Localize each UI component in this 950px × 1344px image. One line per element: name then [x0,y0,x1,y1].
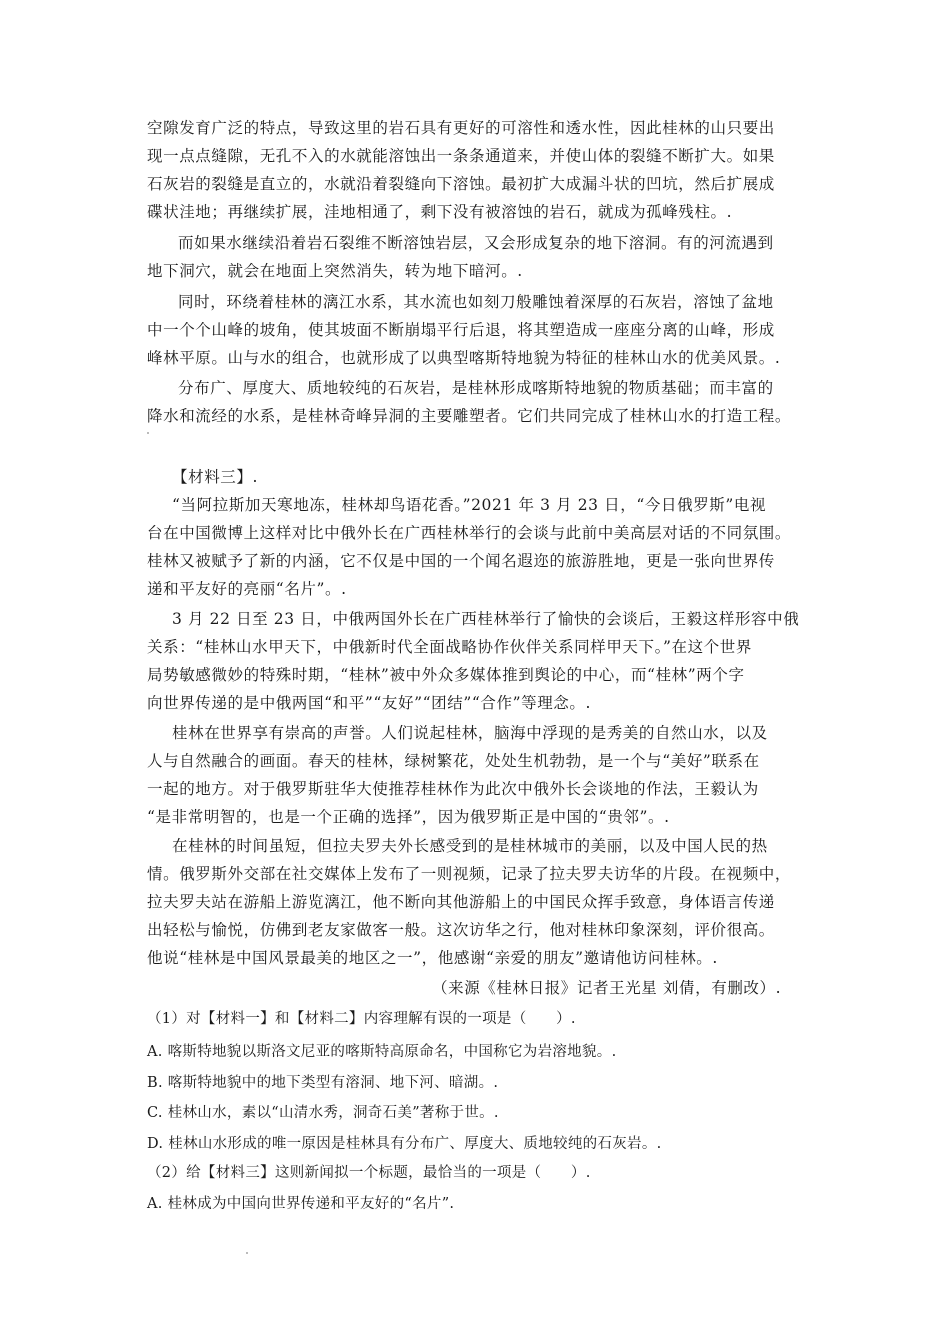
paragraph-line: 中一个个山峰的坡角，使其坡面不断崩塌平行后退，将其塑造成一座座分离的山峰，形成 [147,321,775,339]
paragraph-line: 桂林又被赋予了新的内涵，它不仅是中国的一个闻名遐迩的旅游胜地，更是一张向世界传 [147,552,775,570]
question-stem: （1）对【材料一】和【材料二】内容理解有误的一项是（ ）. [147,1011,576,1027]
question-option: C. 桂林山水，素以“山清水秀，洞奇石美”著称于世。. [147,1105,499,1121]
paragraph-line: 同时，环绕着桂林的漓江水系，其水流也如刻刀般雕蚀着深厚的石灰岩，溶蚀了盆地 [178,293,774,311]
paragraph-line: 而如果水继续沿着岩石裂维不断溶蚀岩层，又会形成复杂的地下溶洞。有的河流遇到 [178,234,774,252]
paragraph-line: 出轻松与愉悦，仿佛到老友家做客一般。这次访华之行，他对桂林印象深刻，评价很高。 [147,921,775,939]
paragraph-line: 在桂林的时间虽短，但拉夫罗夫外长感受到的是桂林城市的美丽，以及中国人民的热 [172,837,768,855]
paragraph-line: 他说“桂林是中国风景最美的地区之一”，他感谢“亲爱的朋友”邀请他访问桂林。. [147,949,718,967]
paragraph-line: “当阿拉斯加天寒地冻，桂林却鸟语花香。”2021 年 3 月 23 日，“今日俄罗斯”电视 [172,496,767,514]
paragraph-line: 碟状洼地；再继续扩展，洼地相通了，剩下没有被溶蚀的岩石，就成为孤峰残柱。. [147,203,733,221]
question-option: A. 桂林成为中国向世界传递和平友好的“名片”. [147,1196,455,1212]
question-option: A. 喀斯特地貌以斯洛文尼亚的喀斯特高原命名，中国称它为岩溶地貌。. [147,1044,617,1060]
paragraph-line: 递和平友好的亮丽“名片”。. [147,580,347,598]
paragraph-line: “是非常明智的，也是一个正确的选择”，因为俄罗斯正是中国的“贵邻”。. [147,808,670,826]
paragraph-line: 人与自然融合的画面。春天的桂林，绿树繁花，处处生机勃勃，是一个与“美好”联系在 [147,752,760,770]
paragraph-line: 一起的地方。对于俄罗斯驻华大使推荐桂林作为此次中俄外长会谈地的作法，王毅认为 [147,780,759,798]
paragraph-line: 桂林在世界享有崇高的声誉。人们说起桂林，脑海中浮现的是秀美的自然山水，以及 [172,724,768,742]
question-option: D. 桂林山水形成的唯一原因是桂林具有分布广、厚度大、质地较纯的石灰岩。. [147,1136,662,1152]
paragraph-line: 现一点点缝隙，无孔不入的水就能溶蚀出一条条通道来，并使山体的裂缝不断扩大。如果 [147,147,775,165]
paragraph-line: 地下洞穴，就会在地面上突然消失，转为地下暗河。. [147,262,523,280]
paragraph-line: 局势敏感微妙的特殊时期，“桂林”被中外众多媒体推到舆论的中心，而“桂林”两个字 [147,666,745,684]
question-option: B. 喀斯特地貌中的地下类型有溶洞、地下河、暗湖。. [147,1075,499,1091]
paragraph-line: 关系：“桂林山水甲天下，中俄新时代全面战略协作伙伴关系同样甲天下。”在这个世界 [147,638,753,656]
paragraph-line: 拉夫罗夫站在游船上游览漓江，他不断向其他游船上的中国民众挥手致意，身体语言传递 [147,893,775,911]
question-stem: （2）给【材料三】这则新闻拟一个标题，最恰当的一项是（ ）. [147,1165,591,1181]
paragraph-line: 情。俄罗斯外交部在社交媒体上发布了一则视频，记录了拉夫罗夫访华的片段。在视频中， [147,865,792,883]
paragraph-line: 3 月 22 日至 23 日，中俄两国外长在广西桂林举行了愉快的会谈后，王毅这样形容中俄 [172,610,800,628]
paragraph-line: 空隙发育广泛的特点，导致这里的岩石具有更好的可溶性和透水性，因此桂林的山只要出 [147,119,775,137]
paragraph-line: 向世界传递的是中俄两国“和平”“友好”“团结”“合作”等理念。. [147,694,592,712]
paragraph-line: 台在中国微博上这样对比中俄外长在广西桂林举行的会谈与此前中美高层对话的不同氛围。 [147,524,792,542]
paragraph-line: 峰林平原。山与水的组合，也就形成了以典型喀斯特地貌为特征的桂林山水的优美风景。. [147,349,781,367]
paragraph-line: 石灰岩的裂缝是直立的，水就沿着裂缝向下溶蚀。最初扩大成漏斗状的凹坑，然后扩展成 [147,175,775,193]
source-citation: （来源《桂林日报》记者王光星 刘倩，有删改）. [432,979,782,997]
stray-mark [246,1252,248,1254]
paragraph-line: 分布广、厚度大、质地较纯的石灰岩，是桂林形成喀斯特地貌的物质基础；而丰富的 [178,379,774,397]
stray-mark [147,432,149,434]
material-heading: 【材料三】. [172,468,259,486]
paragraph-line: 降水和流经的水系，是桂林奇峰异洞的主要雕塑者。它们共同完成了桂林山水的打造工程。 [147,407,792,425]
